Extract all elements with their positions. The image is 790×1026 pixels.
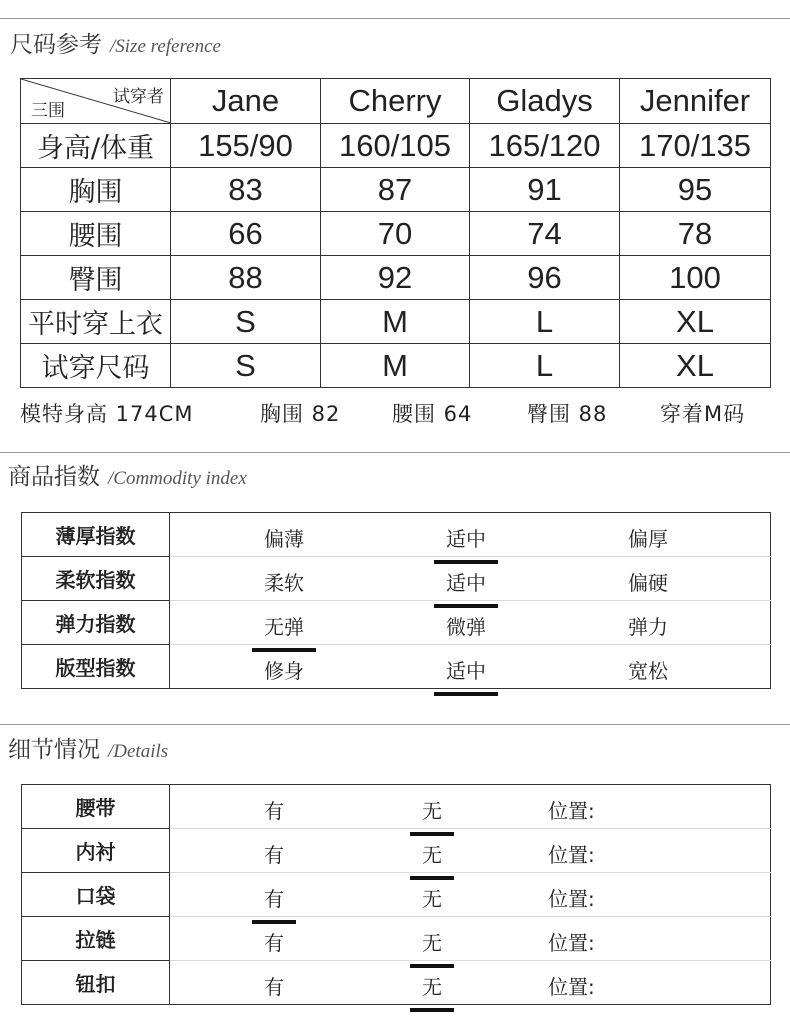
size-section-title <box>10 26 221 59</box>
commodity-rule <box>0 452 790 453</box>
commodity-row <box>22 513 771 557</box>
size-cell: L <box>470 344 620 388</box>
commodity-row <box>22 601 771 645</box>
size-cell: 95 <box>620 168 771 212</box>
details-row <box>22 873 771 917</box>
details-section-title <box>8 731 168 764</box>
size-cell: 83 <box>171 168 321 212</box>
details-title-cn: 细节情况 <box>8 737 100 763</box>
details-row <box>22 829 771 873</box>
index-label: 柔软指数 <box>22 557 170 601</box>
detail-label: 腰带 <box>22 785 170 829</box>
size-cell: S <box>171 300 321 344</box>
size-header-row <box>21 79 771 124</box>
detail-label: 口袋 <box>22 873 170 917</box>
size-cell: M <box>321 344 470 388</box>
size-table <box>20 78 771 388</box>
size-cell: 100 <box>620 256 771 300</box>
corner-bottom-label: 三围 <box>31 101 65 121</box>
column-gladys: Gladys <box>470 79 620 124</box>
details-table <box>21 784 771 1005</box>
commodity-title-en: /Commodity index <box>108 468 247 489</box>
detail-position-label: 位置: <box>548 975 595 999</box>
row-label: 胸围 <box>21 168 171 212</box>
detail-position-label: 位置: <box>548 799 595 823</box>
index-option: 柔软 <box>264 571 304 595</box>
size-cell: 74 <box>470 212 620 256</box>
detail-option-yes: 有 <box>264 843 284 867</box>
index-option: 弹力 <box>628 615 668 639</box>
details-row <box>22 961 771 1005</box>
detail-option-yes: 有 <box>264 931 284 955</box>
size-row-usual-top <box>21 300 771 344</box>
size-cell: 165/120 <box>470 124 620 168</box>
size-cell: M <box>321 300 470 344</box>
model-bust: 胸围 82 <box>260 402 341 426</box>
size-cell: 78 <box>620 212 771 256</box>
commodity-section-title <box>8 458 247 491</box>
detail-option-yes: 有 <box>264 799 284 823</box>
size-cell: 88 <box>171 256 321 300</box>
detail-label: 内衬 <box>22 829 170 873</box>
index-label: 弹力指数 <box>22 601 170 645</box>
details-rule <box>0 724 790 725</box>
corner-top-label: 试穿者 <box>113 87 164 107</box>
detail-position-label: 位置: <box>548 843 595 867</box>
row-label: 试穿尺码 <box>21 344 171 388</box>
index-option: 偏硬 <box>628 571 668 595</box>
model-height: 模特身高 174CM <box>20 402 194 426</box>
detail-label: 钮扣 <box>22 961 170 1005</box>
size-cell: 92 <box>321 256 470 300</box>
detail-label: 拉链 <box>22 917 170 961</box>
row-label: 臀围 <box>21 256 171 300</box>
details-title-en: /Details <box>108 741 169 762</box>
size-title-en: /Size reference <box>110 36 221 57</box>
size-cell: 91 <box>470 168 620 212</box>
size-cell: XL <box>620 300 771 344</box>
model-waist: 腰围 64 <box>392 402 473 426</box>
column-jennifer: Jennifer <box>620 79 771 124</box>
commodity-row <box>22 645 771 689</box>
index-option: 修身 <box>264 659 304 683</box>
size-cell: 96 <box>470 256 620 300</box>
detail-option-no-selected: 无 <box>420 795 444 824</box>
detail-option-no-selected: 无 <box>420 971 444 1000</box>
commodity-title-cn: 商品指数 <box>8 464 100 490</box>
index-option-selected: 适中 <box>444 655 488 684</box>
index-label: 版型指数 <box>22 645 170 689</box>
size-cell: 87 <box>321 168 470 212</box>
detail-option-no: 无 <box>422 887 442 911</box>
model-wearing-size: 穿着M码 <box>660 402 746 426</box>
details-row <box>22 785 771 829</box>
detail-position-label: 位置: <box>548 931 595 955</box>
size-cell: 70 <box>321 212 470 256</box>
size-cell: L <box>470 300 620 344</box>
detail-option-no-selected: 无 <box>420 927 444 956</box>
top-rule <box>0 18 790 19</box>
index-option-selected: 适中 <box>444 567 488 596</box>
size-cell: 155/90 <box>171 124 321 168</box>
size-row-waist <box>21 212 771 256</box>
size-title-cn: 尺码参考 <box>10 32 102 58</box>
size-row-hip <box>21 256 771 300</box>
row-label: 腰围 <box>21 212 171 256</box>
size-cell: 160/105 <box>321 124 470 168</box>
column-jane: Jane <box>171 79 321 124</box>
detail-option-yes: 有 <box>264 975 284 999</box>
size-row-height-weight <box>21 124 771 168</box>
details-row <box>22 917 771 961</box>
commodity-table <box>21 512 771 689</box>
index-option: 偏薄 <box>264 527 304 551</box>
detail-option-yes-selected: 有 <box>262 883 286 912</box>
index-option-selected: 无弹 <box>262 611 306 640</box>
size-corner-cell <box>21 79 171 124</box>
index-option: 宽松 <box>628 659 668 683</box>
size-cell: S <box>171 344 321 388</box>
index-label: 薄厚指数 <box>22 513 170 557</box>
size-cell: XL <box>620 344 771 388</box>
index-option-selected: 适中 <box>444 523 488 552</box>
index-option: 偏厚 <box>628 527 668 551</box>
row-label: 身高/体重 <box>21 124 171 168</box>
size-cell: 170/135 <box>620 124 771 168</box>
index-option: 微弹 <box>446 615 486 639</box>
size-row-tried-size <box>21 344 771 388</box>
size-row-bust <box>21 168 771 212</box>
detail-option-no-selected: 无 <box>420 839 444 868</box>
model-info <box>20 398 770 428</box>
detail-position-label: 位置: <box>548 887 595 911</box>
row-label: 平时穿上衣 <box>21 300 171 344</box>
size-cell: 66 <box>171 212 321 256</box>
model-hip: 臀围 88 <box>527 402 608 426</box>
commodity-row <box>22 557 771 601</box>
column-cherry: Cherry <box>321 79 470 124</box>
